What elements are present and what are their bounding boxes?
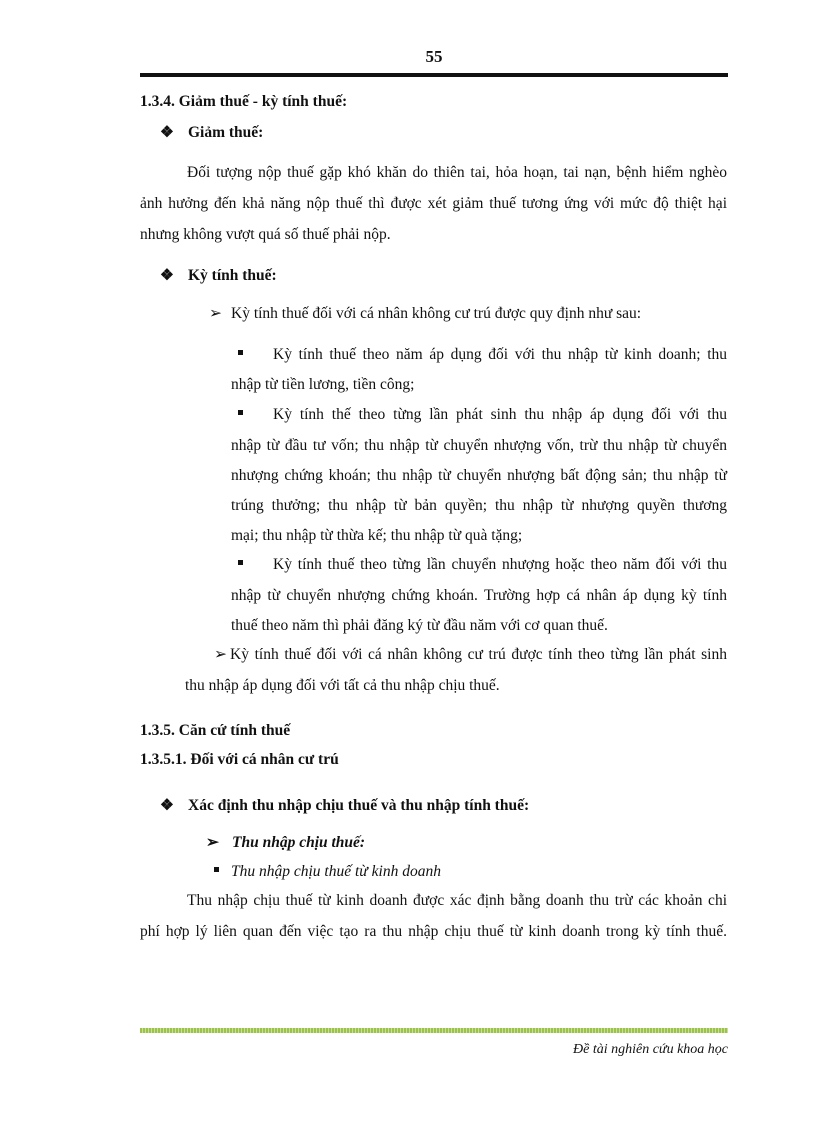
section-ky-tinh-thue-title: ❖ Kỳ tính thuế: xyxy=(160,267,277,284)
heading-1-3-4: 1.3.4. Giảm thuế - kỳ tính thuế: xyxy=(140,93,348,110)
square-bullet-icon xyxy=(214,867,219,872)
xac-dinh-line-2: phí hợp lý liên quan đến việc tạo ra thu nhập chịu thuế từ kinh doanh trong kỳ tính thuế. xyxy=(140,923,727,940)
bullet-2-line-1: Kỳ tính thế theo từng lần phát sinh thu nhập áp dụng đối với thu xyxy=(238,405,727,425)
bullet-3-line-1: Kỳ tính thuế theo từng lần chuyển nhượng hoặc theo năm đối với thu xyxy=(238,555,727,575)
diamond-bullet-icon: ❖ xyxy=(160,267,174,284)
square-bullet-icon xyxy=(238,410,243,415)
diamond-bullet-icon: ❖ xyxy=(160,797,174,814)
bullet-1-line-2: nhập từ tiền lương, tiền công; xyxy=(231,376,415,393)
footer-text: Đề tài nghiên cứu khoa học xyxy=(573,1042,728,1057)
arrow-bullet-icon: ➢ xyxy=(209,305,222,322)
bullet-2-line-5: mại; thu nhập từ thừa kế; thu nhập từ quà tặng; xyxy=(231,527,523,544)
heading-1-3-5-1: 1.3.5.1. Đối với cá nhân cư trú xyxy=(140,751,339,768)
giam-thue-line-3: nhưng không vượt quá số thuế phải nộp. xyxy=(140,226,391,243)
sub-arrow-thu-nhap-chiu-thue: ➢ Thu nhập chịu thuế: xyxy=(206,834,366,851)
square-bullet-icon xyxy=(238,350,243,355)
arrow-item-1: ➢ Kỳ tính thuế đối với cá nhân không cư trú được quy định như sau: xyxy=(209,305,642,322)
square-bullet-icon xyxy=(238,560,243,565)
page-number: 55 xyxy=(425,47,443,66)
heading-1-3-5: 1.3.5. Căn cứ tính thuế xyxy=(140,722,291,739)
bullet-2-line-4: trúng thưởng; thu nhập từ bản quyền; thu nhập từ nhượng quyền thương xyxy=(231,497,727,514)
xac-dinh-line-1: Thu nhập chịu thuế từ kinh doanh được xác định bằng doanh thu trừ các khoản chi xyxy=(187,892,727,909)
bullet-3-line-2: nhập từ chuyển nhượng chứng khoán. Trường hợp cá nhân áp dụng kỳ tính xyxy=(231,587,727,604)
arrow-bullet-icon: ➢ xyxy=(214,646,227,663)
bullet-2-line-3: nhượng chứng khoán; thu nhập từ chuyển nhượng bất động sản; thu nhập từ xyxy=(231,467,727,484)
arrow-bullet-icon: ➢ xyxy=(206,834,219,851)
arrow-item-2-line-2: thu nhập áp dụng đối với tất cả thu nhập chịu thuế. xyxy=(185,677,500,694)
giam-thue-line-1: Đối tượng nộp thuế gặp khó khăn do thiên tai, hỏa hoạn, tai nạn, bệnh hiểm nghèo xyxy=(187,164,727,181)
section-xac-dinh-title: ❖ Xác định thu nhập chịu thuế và thu nhập tính thuế: xyxy=(160,797,530,814)
sub-bullet-kinh-doanh: Thu nhập chịu thuế từ kinh doanh xyxy=(214,862,441,882)
diamond-bullet-icon: ❖ xyxy=(160,124,174,141)
section-giam-thue-title: ❖ Giảm thuế: xyxy=(160,124,264,141)
bullet-3-line-3: thuế theo năm thì phải đăng ký từ đầu năm với cơ quan thuế. xyxy=(231,617,608,634)
footer-rule xyxy=(140,1028,728,1033)
header-rule xyxy=(140,73,728,77)
bullet-1-line-1: Kỳ tính thuế theo năm áp dụng đối với thu nhập từ kinh doanh; thu xyxy=(238,345,727,365)
arrow-item-2-line-1: ➢ Kỳ tính thuế đối với cá nhân không cư trú được tính theo từng lần phát sinh xyxy=(214,646,727,663)
giam-thue-line-2: ảnh hưởng đến khả năng nộp thuế thì được xét giảm thuế tương ứng với mức độ thiệt hại xyxy=(140,195,727,212)
bullet-2-line-2: nhập từ đầu tư vốn; thu nhập từ chuyển nhượng vốn, trừ thu nhập từ chuyển xyxy=(231,437,727,454)
